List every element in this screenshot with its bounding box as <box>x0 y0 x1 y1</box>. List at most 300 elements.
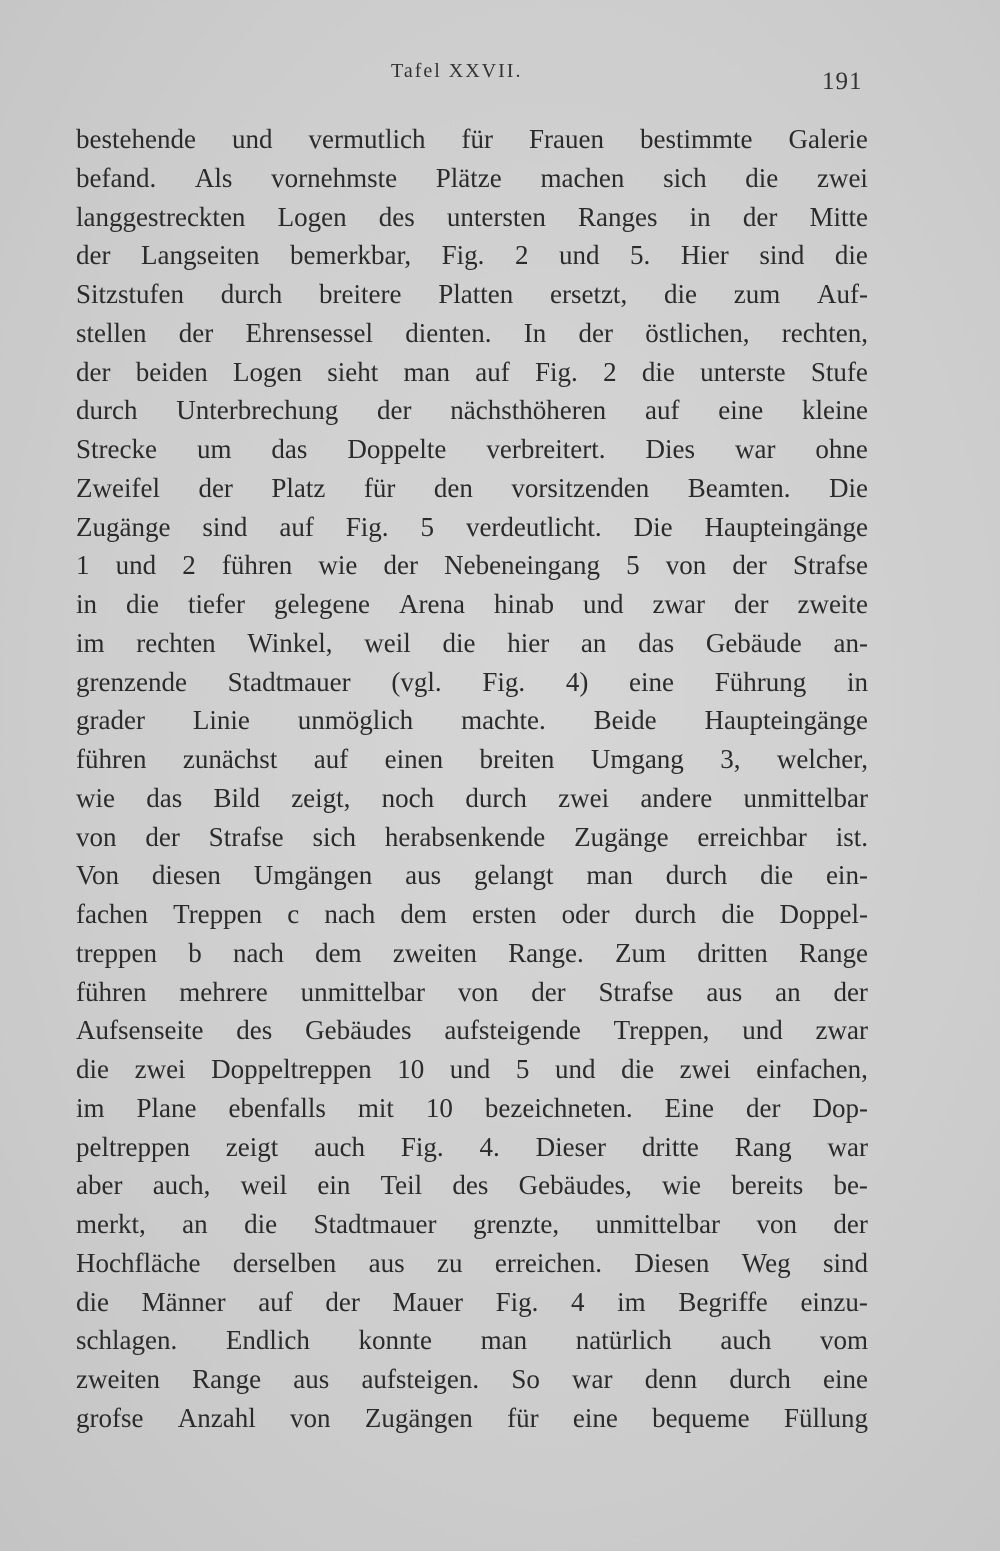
word: Stadtmauer <box>227 666 351 697</box>
word: 3, <box>720 744 741 774</box>
word: aber <box>76 1170 123 1201</box>
text-line <box>76 818 868 857</box>
word: Teil <box>380 1170 423 1201</box>
text-line <box>76 275 868 314</box>
word: Aufsenseite <box>76 1015 204 1046</box>
word: auch, <box>152 1170 211 1201</box>
word: an <box>182 1209 208 1239</box>
word: zwei <box>816 162 868 193</box>
word: Galerie <box>788 124 868 154</box>
word: grader <box>76 705 145 736</box>
word: auf <box>258 1286 293 1317</box>
word: Arena <box>398 589 465 619</box>
word: Plane <box>136 1092 197 1123</box>
word: dem <box>400 899 447 929</box>
word: und <box>449 1054 491 1084</box>
word: Fig. <box>482 666 526 697</box>
word: war <box>572 1364 613 1394</box>
word: gelangt <box>473 860 554 891</box>
word: welcher, <box>776 744 868 774</box>
word: in <box>846 666 868 697</box>
word: Dies <box>645 434 695 464</box>
word: Langseiten <box>141 240 260 271</box>
word: Hier <box>680 240 729 271</box>
text-line <box>76 1321 868 1360</box>
word: und <box>742 1015 783 1046</box>
word: Fig. <box>495 1286 539 1317</box>
word: ein- <box>825 860 868 891</box>
word: Hochfläche <box>76 1247 201 1278</box>
word: 2 <box>182 550 196 581</box>
word: und <box>115 550 157 581</box>
word: war <box>827 1131 868 1162</box>
word: von <box>457 976 499 1007</box>
word: 5 <box>420 511 434 542</box>
word: einen <box>384 744 444 774</box>
word: Winkel, <box>247 627 333 658</box>
word: Von <box>76 860 120 891</box>
word: der <box>376 395 412 426</box>
word: zweite <box>797 589 868 619</box>
word: des <box>378 201 415 232</box>
word: der <box>383 550 418 581</box>
word: Linie <box>192 705 250 736</box>
word: Doppelte <box>347 434 447 464</box>
word: mit <box>357 1092 394 1123</box>
word: diesen <box>151 860 221 891</box>
word: befand. <box>76 162 157 193</box>
word: Stufe <box>810 356 868 387</box>
word: vermutlich <box>308 124 426 154</box>
word: durch <box>220 279 283 309</box>
word: Weg <box>741 1247 791 1278</box>
word: eine <box>572 1402 618 1433</box>
word: in <box>76 589 98 619</box>
text-line <box>76 856 868 895</box>
text-line <box>76 120 868 159</box>
word: Gebäudes <box>305 1015 412 1046</box>
word: andere <box>640 782 713 813</box>
word: der <box>76 240 111 271</box>
word: aus <box>368 1247 405 1278</box>
word: führen <box>76 976 147 1007</box>
word: auch <box>314 1131 366 1162</box>
word: Stadtmauer <box>313 1209 437 1239</box>
word: man <box>480 1325 528 1356</box>
word: 2 <box>603 356 617 387</box>
word: durch <box>729 1364 791 1394</box>
word: vom <box>819 1325 868 1356</box>
word: bezeichneten. <box>484 1092 633 1123</box>
word: Treppen <box>173 899 263 929</box>
text-line <box>76 1399 868 1438</box>
word: durch <box>76 395 138 426</box>
word: Füllung <box>783 1402 868 1433</box>
text-line <box>76 1360 868 1399</box>
word: eine <box>629 666 675 697</box>
word: nach <box>324 899 376 929</box>
word: die <box>834 240 868 271</box>
word: das <box>146 782 183 813</box>
word: kleine <box>802 395 868 426</box>
word: ersetzt, <box>549 279 628 309</box>
word: ohne <box>815 434 868 464</box>
word: auf <box>313 744 349 774</box>
word: durch <box>665 860 728 891</box>
word: unmittelbar <box>595 1209 721 1239</box>
word: nächsthöheren <box>450 395 607 426</box>
word: tiefer <box>188 589 245 619</box>
word: b <box>188 937 202 968</box>
word: der <box>198 472 233 503</box>
text-line <box>76 1283 868 1322</box>
word: derselben <box>232 1247 337 1278</box>
word: zu <box>437 1247 463 1278</box>
text-line <box>76 159 868 198</box>
word: auf <box>644 395 680 426</box>
word: oder <box>561 899 610 929</box>
word: im <box>76 627 105 658</box>
word: der <box>833 976 868 1007</box>
word: aufsteigen. <box>361 1364 480 1394</box>
word: 5 <box>515 1054 530 1084</box>
word: merkt, <box>76 1209 146 1239</box>
word: die <box>721 899 755 929</box>
word: sind <box>759 240 805 271</box>
word: bestimmte <box>639 124 753 154</box>
word: natürlich <box>575 1325 672 1356</box>
word: Gebäude <box>705 627 802 658</box>
text-line <box>76 663 868 702</box>
word: 10 <box>425 1092 453 1123</box>
word: untersten <box>446 201 546 232</box>
word: die <box>76 1286 109 1317</box>
word: im <box>76 1092 105 1123</box>
word: dienten. <box>405 317 492 348</box>
word: breiten <box>479 744 555 774</box>
word: treppen <box>76 937 157 968</box>
text-line <box>76 1011 868 1050</box>
word: Zugänge <box>76 511 171 542</box>
word: eine <box>718 395 764 426</box>
text-line <box>76 740 868 779</box>
text-line <box>76 701 868 740</box>
word: (vgl. <box>391 666 442 697</box>
word: Logen <box>277 201 347 232</box>
word: der <box>746 1092 781 1123</box>
word: und <box>582 589 624 619</box>
word: die <box>126 589 160 619</box>
word: ein <box>317 1170 351 1201</box>
word: in <box>689 201 711 232</box>
word: Endlich <box>225 1325 310 1356</box>
word: zeigt, <box>291 782 351 813</box>
word: Fig. <box>400 1131 444 1162</box>
word: verdeutlicht. <box>465 511 602 542</box>
word: zwei <box>679 1054 731 1084</box>
word: Beide <box>593 705 657 736</box>
word: auf <box>279 511 314 542</box>
word: Doppel- <box>779 899 868 929</box>
word: der <box>325 1286 360 1317</box>
word: verbreitert. <box>486 434 606 464</box>
word: zum <box>733 279 781 309</box>
text-line <box>76 546 868 585</box>
word: 4. <box>479 1131 500 1162</box>
word: bestehende <box>76 124 196 154</box>
word: Zum <box>615 937 667 968</box>
word: schlagen. <box>76 1325 178 1356</box>
word: Zugängen <box>364 1402 473 1433</box>
word: machen <box>540 162 625 193</box>
word: noch <box>381 782 435 813</box>
word: erreichen. <box>494 1247 603 1278</box>
text-line <box>76 624 868 663</box>
word: machte. <box>461 705 546 736</box>
word: sind <box>202 511 248 542</box>
word: einfachen, <box>756 1054 868 1084</box>
word: grofse <box>76 1402 144 1433</box>
word: Range. <box>508 937 584 968</box>
word: stellen <box>76 317 147 348</box>
word: vornehmste <box>271 162 398 193</box>
word: einzu- <box>800 1286 868 1317</box>
word: die <box>621 1054 655 1084</box>
word: Mitte <box>809 201 868 232</box>
text-line <box>76 1244 868 1283</box>
word: eine <box>823 1364 868 1394</box>
word: gelegene <box>274 589 370 619</box>
word: weil <box>364 627 411 658</box>
word: denn <box>644 1364 698 1394</box>
word: wie <box>662 1170 702 1201</box>
word: führen <box>221 550 293 581</box>
word: an- <box>833 627 868 658</box>
word: Plätze <box>435 162 502 193</box>
word: der <box>178 317 214 348</box>
word: Eine <box>664 1092 715 1123</box>
word: von <box>290 1402 331 1433</box>
word: der <box>833 1209 868 1239</box>
word: aus <box>293 1364 330 1394</box>
word: unmöglich <box>297 705 414 736</box>
word: Range <box>192 1364 262 1394</box>
word: zweiten <box>76 1364 160 1394</box>
page-number: 191 <box>822 68 863 95</box>
word: Nebeneingang <box>444 550 601 581</box>
word: für <box>461 124 493 154</box>
text-line <box>76 508 868 547</box>
word: dem <box>315 937 362 968</box>
word: der <box>578 317 613 348</box>
word: die <box>442 627 476 658</box>
word: Platz <box>271 472 326 503</box>
word: aus <box>405 860 442 891</box>
word: östlichen, <box>645 317 750 348</box>
word: hier <box>507 627 550 658</box>
word: Logen <box>233 356 302 387</box>
word: von <box>756 1209 797 1239</box>
text-line <box>76 585 868 624</box>
word: Gebäudes, <box>518 1170 632 1201</box>
word: mehrere <box>179 976 268 1007</box>
word: konnte <box>358 1325 432 1356</box>
word: Führung <box>714 666 807 697</box>
text-line <box>76 430 868 469</box>
word: Diesen <box>634 1247 710 1278</box>
text-line <box>76 1050 868 1089</box>
word: der <box>76 356 111 387</box>
word: zeigt <box>225 1131 279 1162</box>
word: des <box>236 1015 273 1046</box>
word: wie <box>318 550 358 581</box>
word: c <box>287 899 300 929</box>
word: aus <box>706 976 743 1007</box>
word: Unterbrechung <box>176 395 339 426</box>
word: aufsteigende <box>444 1015 581 1046</box>
word: sich <box>312 821 356 852</box>
word: Haupteingänge <box>704 705 868 736</box>
word: Fig. <box>441 240 485 271</box>
word: 1 <box>76 550 90 581</box>
word: Fig. <box>345 511 389 542</box>
word: der <box>733 589 769 619</box>
word: das <box>271 434 308 464</box>
word: das <box>638 627 675 658</box>
word: hinab <box>493 589 554 619</box>
text-line <box>76 1128 868 1167</box>
word: beiden <box>135 356 208 387</box>
word: auf <box>475 356 510 387</box>
word: zwei <box>558 782 610 813</box>
word: der <box>531 976 566 1007</box>
text-line <box>76 1166 868 1205</box>
word: 5. <box>630 240 651 271</box>
word: Fig. <box>535 356 578 387</box>
word: Strafse <box>598 976 674 1007</box>
word: Strecke <box>76 434 157 464</box>
word: bequeme <box>652 1402 750 1433</box>
word: Dop- <box>812 1092 868 1123</box>
word: für <box>507 1402 539 1433</box>
word: Auf- <box>816 279 868 309</box>
word: 2 <box>514 240 529 271</box>
word: zunächst <box>182 744 278 774</box>
word: bereits <box>731 1170 804 1201</box>
word: Platten <box>438 279 514 309</box>
word: bemerkbar, <box>290 240 412 271</box>
word: fachen <box>76 899 148 929</box>
word: sich <box>663 162 707 193</box>
word: dritten <box>697 937 768 968</box>
word: Die <box>633 511 673 542</box>
word: der <box>742 201 778 232</box>
word: um <box>196 434 232 464</box>
word: In <box>523 317 547 348</box>
word: und <box>554 1054 596 1084</box>
word: unterste <box>700 356 786 387</box>
word: zwar <box>815 1015 868 1046</box>
word: war <box>734 434 776 464</box>
text-line <box>76 198 868 237</box>
word: rechten, <box>781 317 868 348</box>
text-line <box>76 779 868 818</box>
word: des <box>452 1170 489 1201</box>
word: den <box>433 472 473 503</box>
word: Männer <box>141 1286 226 1317</box>
word: die <box>76 1054 109 1084</box>
text-line <box>76 1205 868 1244</box>
word: die <box>663 279 697 309</box>
word: Zweifel <box>76 472 160 503</box>
body-text <box>76 120 868 1438</box>
word: an <box>775 976 801 1007</box>
word: der <box>732 550 767 581</box>
word: unmittelbar <box>743 782 868 813</box>
word: von <box>76 821 117 852</box>
word: Ehrensessel <box>245 317 373 348</box>
word: Dieser <box>535 1131 607 1162</box>
word: Anzahl <box>177 1402 256 1433</box>
word: zwar <box>652 589 705 619</box>
word: Beamten. <box>687 472 791 503</box>
word: Treppen, <box>613 1015 710 1046</box>
word: Als <box>194 162 233 193</box>
word: die <box>745 162 779 193</box>
word: erreichbar <box>697 821 807 852</box>
word: an <box>580 627 607 658</box>
word: auch <box>720 1325 772 1356</box>
word: sind <box>822 1247 868 1278</box>
word: dritte <box>641 1131 699 1162</box>
word: 4) <box>565 666 589 697</box>
word: von <box>665 550 707 581</box>
word: zwei <box>134 1054 186 1084</box>
text-line <box>76 973 868 1012</box>
word: die <box>760 860 794 891</box>
word: So <box>511 1364 540 1394</box>
word: Sitzstufen <box>76 279 184 309</box>
word: Range <box>798 937 868 968</box>
word: Zugänge <box>574 821 669 852</box>
word: und <box>559 240 600 271</box>
word: Die <box>828 472 868 503</box>
word: 10 <box>397 1054 425 1084</box>
word: im <box>617 1286 646 1317</box>
running-title: Tafel XXVII. <box>391 60 523 82</box>
text-line <box>76 895 868 934</box>
word: ist. <box>835 821 868 852</box>
word: durch <box>465 782 527 813</box>
text-line <box>76 934 868 973</box>
word: Strafse <box>208 821 284 852</box>
text-line <box>76 1089 868 1128</box>
word: und <box>231 124 273 154</box>
word: durch <box>634 899 697 929</box>
word: peltreppen <box>76 1131 190 1162</box>
word: die <box>641 356 675 387</box>
word: sieht <box>327 356 379 387</box>
text-line <box>76 391 868 430</box>
word: Mauer <box>392 1286 463 1317</box>
word: die <box>244 1209 278 1239</box>
text-line <box>76 469 868 508</box>
text-line <box>76 236 868 275</box>
word: nach <box>232 937 284 968</box>
word: zweiten <box>392 937 477 968</box>
word: Frauen <box>528 124 604 154</box>
word: weil <box>240 1170 288 1201</box>
